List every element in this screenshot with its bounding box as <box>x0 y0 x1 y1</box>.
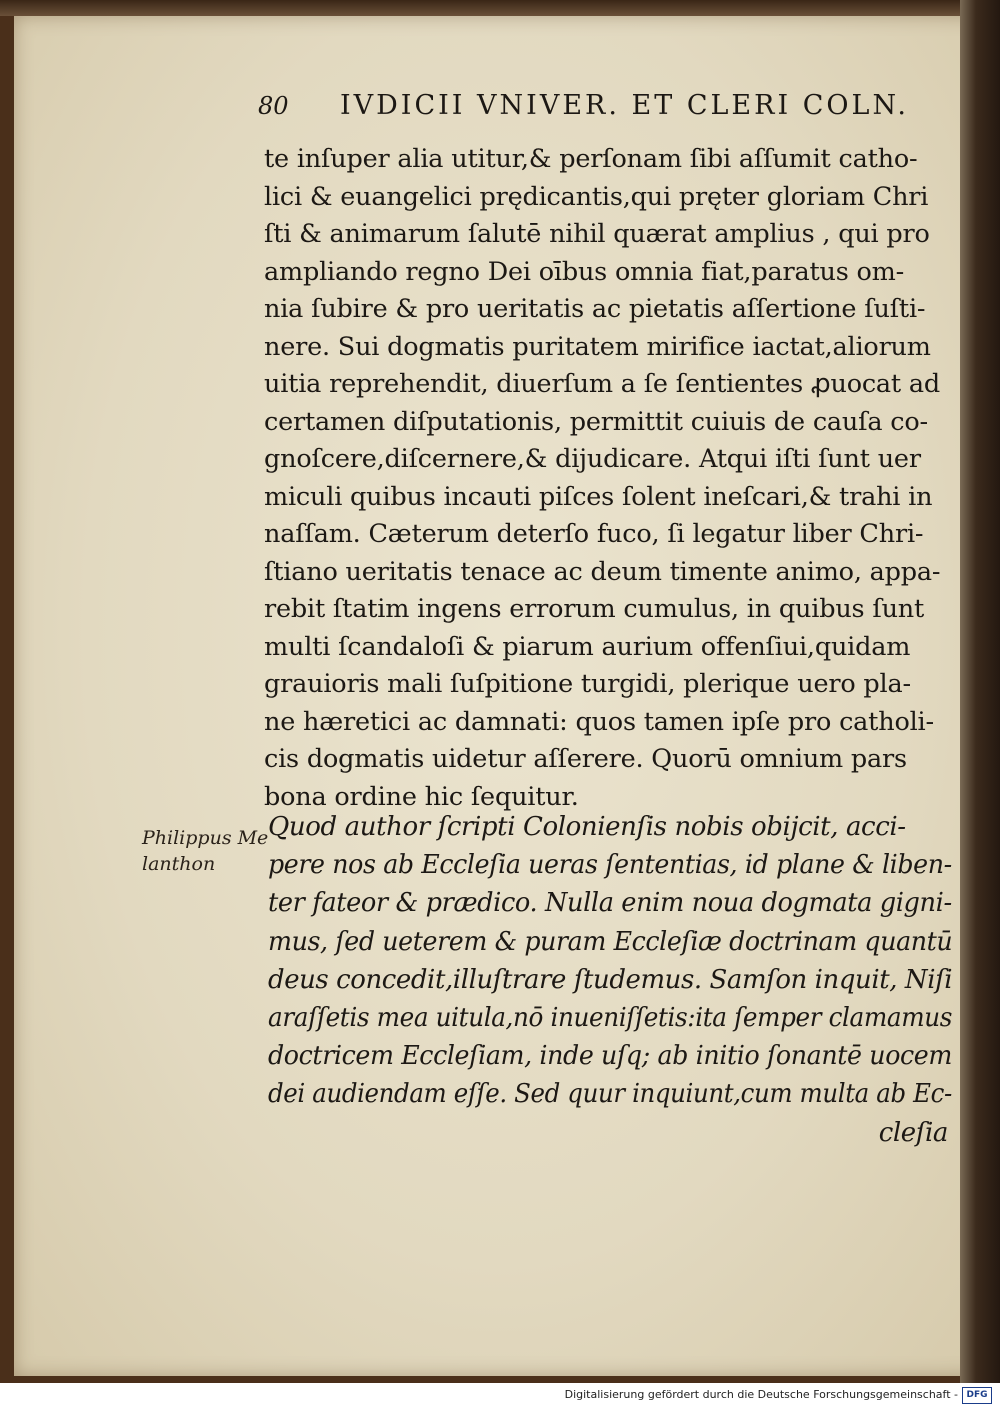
text-line: te inſuper alia utitur,& perſonam ſibi aſſumit catho- <box>264 144 918 174</box>
text-line: ſti & animarum ſalutē nihil quærat amplius , qui pro <box>264 219 930 249</box>
text-line: cis dogmatis uidetur aſſerere. Quorū omnium pars <box>264 744 907 774</box>
quotation-line: Quod author ſcripti Colonienſis nobis obijcit, acci- <box>268 812 906 842</box>
quotation-line: doctricem Eccleſiam, inde uſq; ab initio ſonantē uocem <box>268 1041 953 1072</box>
quotation-line: pere nos ab Eccleſia ueras ſententias, id plane & liben- <box>268 850 952 881</box>
text-line: nia ſubire & pro ueritatis ac pietatis aſſertione ſuſti- <box>264 294 926 324</box>
text-line: ne hæretici ac damnati: quos tamen ipſe pro catholi- <box>264 706 934 737</box>
quotation-line: deus concedit,illuſtrare ſtudemus. Samſon inquit, Niſi <box>268 964 953 995</box>
digitization-footer <box>0 1383 1000 1407</box>
dfg-logo: DFG <box>962 1387 992 1404</box>
quotation-line: araſſetis mea uitula,nō inueniſſetis:ita ſemper clamamus <box>268 1003 953 1033</box>
text-line: bona ordine hic ſequitur. <box>264 781 579 812</box>
book-spine-edge <box>960 0 1000 1383</box>
page-header <box>258 90 948 130</box>
marginal-note-line: Philippus Me <box>142 827 269 849</box>
quotation-line: dei audiendam eſſe. Sed quur inquiunt,cum multa ab Ec- <box>268 1079 952 1110</box>
footer-credit: Digitalisierung gefördert durch die Deutsche Forschungsgemeinschaft - <box>564 1388 958 1401</box>
text-line: grauioris mali ſuſpitione turgidi, plerique uero pla- <box>264 669 911 699</box>
text-line: naſſam. Cæterum deterſo fuco, ſi legatur liber Chri- <box>264 519 924 549</box>
running-head: IVDICII VNIVER. ET CLERI COLN. <box>340 90 909 121</box>
text-line: lici & euangelici prędicantis,qui pręter gloriam Chri <box>264 181 929 212</box>
quotation-line: cleſia <box>878 1117 948 1148</box>
page-number: 80 <box>258 92 289 120</box>
marginal-note-line: lanthon <box>142 853 216 875</box>
text-line: rebit ſtatim ingens errorum cumulus, in quibus ſunt <box>264 594 925 624</box>
scan-top-edge <box>0 0 1000 16</box>
text-line: ampliando regno Dei oībus omnia fiat,paratus om- <box>264 256 905 287</box>
text-line: nere. Sui dogmatis puritatem mirifice iactat,aliorum <box>264 331 931 362</box>
quotation-line: mus, ſed ueterem & puram Eccleſiæ doctrinam quantū <box>268 926 953 957</box>
quotation-line: ter fateor & prædico. Nulla enim noua dogmata gigni- <box>268 888 952 919</box>
text-line: multi ſcandaloſi & piarum aurium offenſiui,quidam <box>264 631 911 662</box>
text-line: certamen diſputationis, permittit cuiuis de cauſa co- <box>264 406 928 437</box>
text-line: gnoſcere,diſcernere,& dijudicare. Atqui iſti ſunt uer <box>264 444 921 474</box>
text-line: ſtiano ueritatis tenace ac deum timente animo, appa- <box>264 556 941 587</box>
text-line: miculi quibus incauti piſces ſolent ineſcari,& trahi in <box>264 481 933 512</box>
text-line: uitia reprehendit, diuerſum a ſe ſentientes ꝓuocat ad <box>264 369 941 399</box>
